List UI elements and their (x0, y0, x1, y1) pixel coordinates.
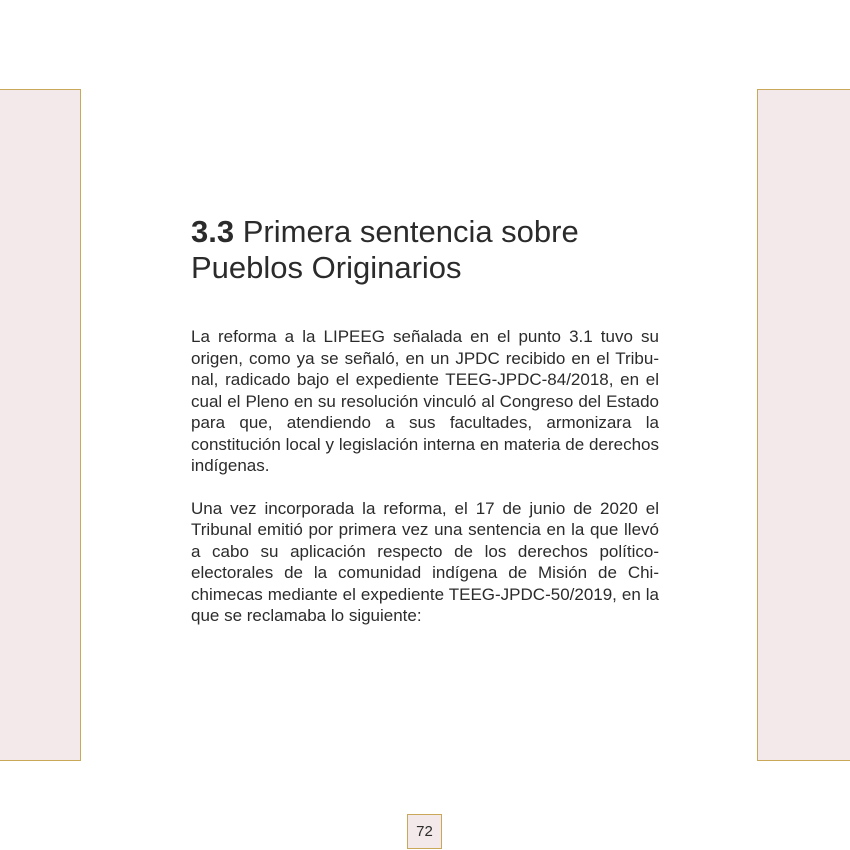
section-title-line1: Primera sentencia sobre (242, 214, 579, 249)
paragraph-1: La reforma a la LIPEEG señalada en el punto 3.1 tuvo su origen, como ya se señaló, en un JPDC recibido en el Tribunal, radicado bajo el expediente TEEG-JPDC-84/2018, en el cual el Pleno en su resolución vinculó al Congreso del Estado para que, atendiendo a sus facultades, armonizara la constitución local y legislación interna en materia de derechos indígenas. (191, 327, 659, 475)
paragraph-2: Una vez incorporada la reforma, el 17 de junio de 2020 el Tribunal emitió por primera vez una sentencia en la que llevó a cabo su aplicación respecto de los derechos político-electorales de la comunidad indígena de Misión de Chichimecas mediante el expediente TEEG-JPDC-50/2019, en la que se reclamaba lo siguiente: (191, 498, 659, 625)
right-decorative-panel (757, 89, 850, 761)
section-title-line2: Pueblos Originarios (191, 250, 462, 285)
page-content (191, 214, 659, 627)
section-number: 3.3 (191, 214, 235, 249)
section-heading (191, 214, 659, 286)
left-decorative-panel (0, 89, 81, 761)
page-number: 72 (407, 814, 442, 849)
